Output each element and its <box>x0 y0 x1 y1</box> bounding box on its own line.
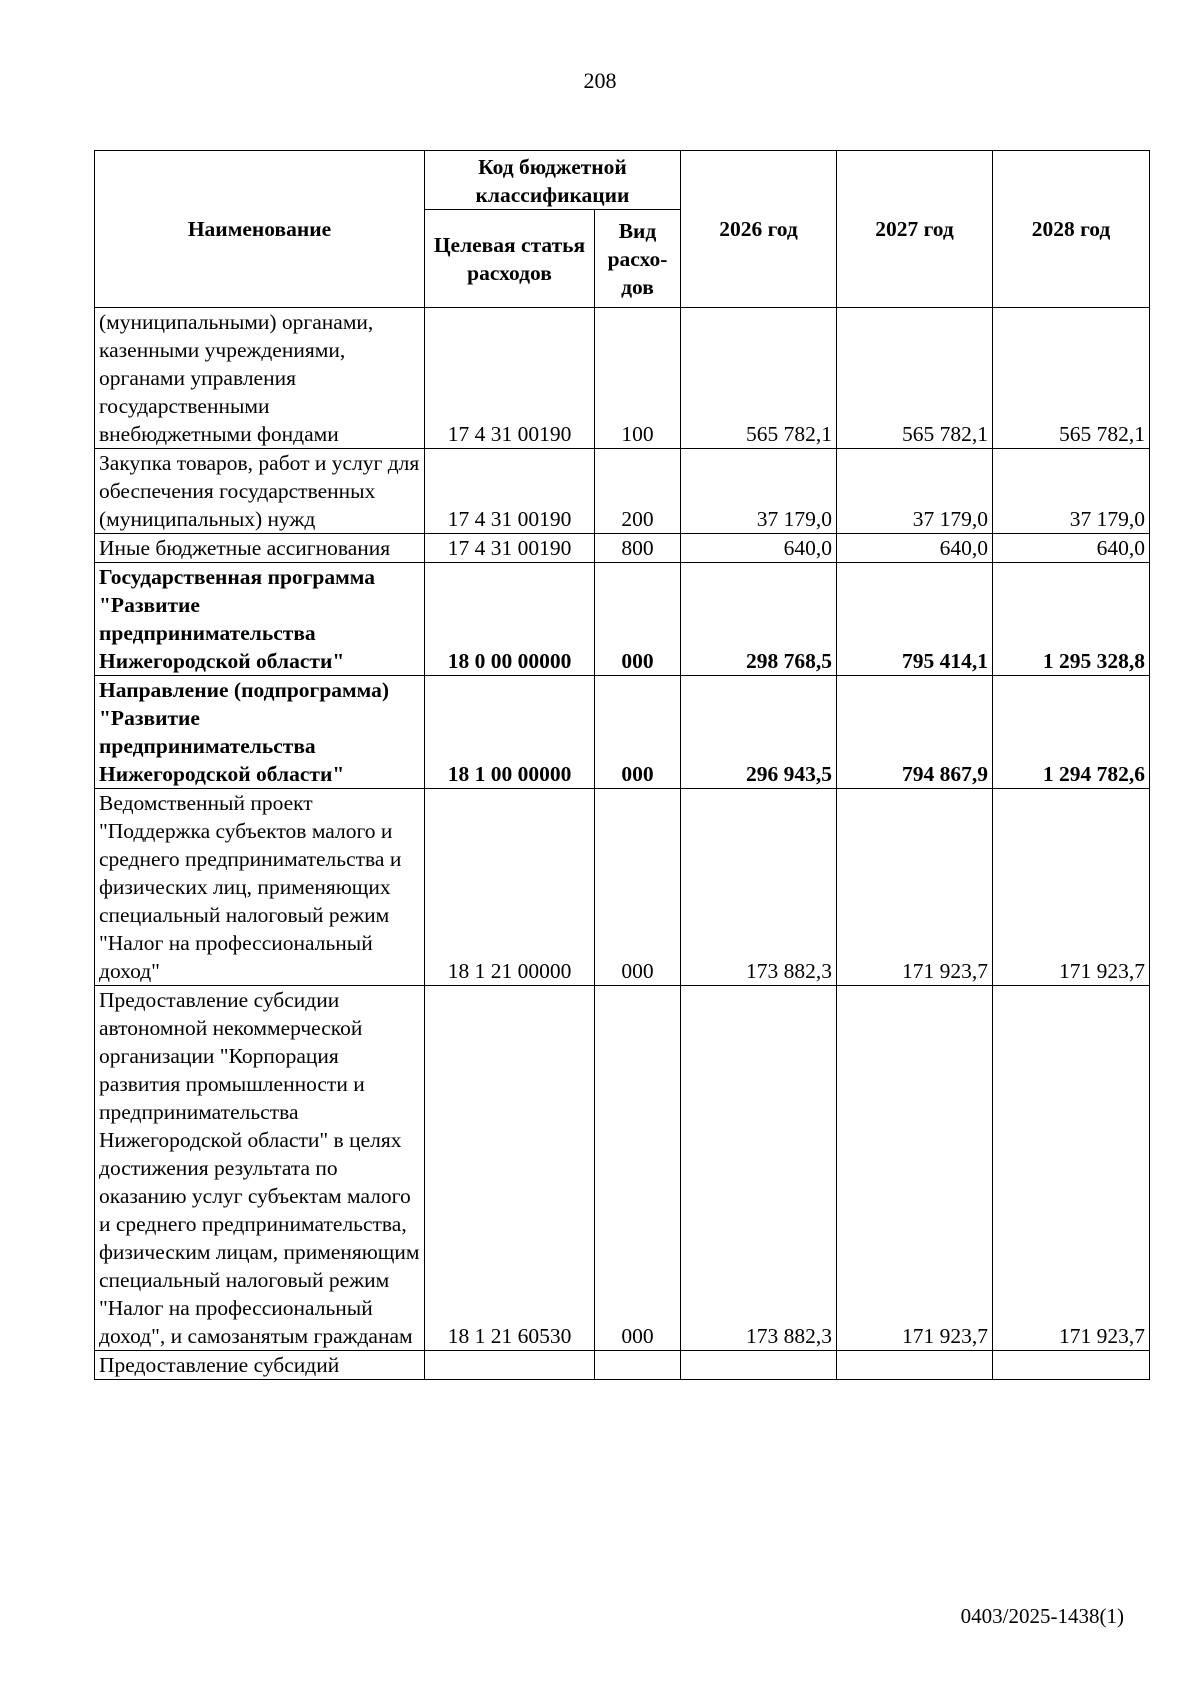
row-name-cell: Направление (подпрограмма) "Развитие предпринимательства Нижегородской области" <box>95 676 425 789</box>
row-2028-cell: 171 923,7 <box>993 789 1150 986</box>
table-row <box>95 986 1150 1351</box>
row-2027-cell: 640,0 <box>837 534 993 563</box>
table-row <box>95 449 1150 534</box>
page-number: 208 <box>583 68 617 93</box>
row-2028-cell: 565 782,1 <box>993 308 1150 449</box>
row-2026-cell <box>681 1351 837 1380</box>
row-2027-cell: 565 782,1 <box>837 308 993 449</box>
row-2027-cell: 37 179,0 <box>837 449 993 534</box>
row-code-cell: 18 1 21 00000 <box>425 789 595 986</box>
row-2026-cell: 173 882,3 <box>681 789 837 986</box>
table-row <box>95 308 1150 449</box>
row-2026-cell: 565 782,1 <box>681 308 837 449</box>
table-row <box>95 676 1150 789</box>
row-code-cell: 18 1 00 00000 <box>425 676 595 789</box>
row-2028-cell: 1 294 782,6 <box>993 676 1150 789</box>
budget-table <box>94 150 1150 1380</box>
row-2028-cell: 640,0 <box>993 534 1150 563</box>
table-header <box>95 151 1150 308</box>
row-kind-cell <box>595 1351 681 1380</box>
row-2028-cell: 171 923,7 <box>993 986 1150 1351</box>
row-name-cell: Иные бюджетные ассигнования <box>95 534 425 563</box>
row-kind-cell: 100 <box>595 308 681 449</box>
header-target-item: Целевая статья расходов <box>425 210 595 308</box>
row-2026-cell: 37 179,0 <box>681 449 837 534</box>
row-kind-cell: 800 <box>595 534 681 563</box>
row-kind-cell: 000 <box>595 789 681 986</box>
document-id: 0403/2025-1438(1) <box>960 1604 1124 1628</box>
header-name: Наименование <box>95 151 425 308</box>
row-name-cell: Предоставление субсидии автономной некоммерческой организации "Корпорация развития промышленности и предпринимательства Нижегородской области" в целях достижения результата по оказанию услуг субъектам малого и среднего предпринимательства, физическим лицам, применяющим специальный налоговый режим "Налог на профессиональный доход", и самозанятым гражданам <box>95 986 425 1351</box>
row-kind-cell: 200 <box>595 449 681 534</box>
row-2026-cell: 298 768,5 <box>681 563 837 676</box>
row-name-cell: Ведомственный проект "Поддержка субъектов малого и среднего предпринимательства и физических лиц, применяющих специальный налоговый режим "Налог на профессиональный доход" <box>95 789 425 986</box>
header-expense-type: Вид расхо-дов <box>595 210 681 308</box>
table-row <box>95 789 1150 986</box>
header-code-group: Код бюджетной классификации <box>425 151 681 210</box>
header-year-2027: 2027 год <box>837 151 993 308</box>
header-year-2028: 2028 год <box>993 151 1150 308</box>
row-2028-cell: 1 295 328,8 <box>993 563 1150 676</box>
row-2027-cell <box>837 1351 993 1380</box>
row-2027-cell: 794 867,9 <box>837 676 993 789</box>
row-2028-cell: 37 179,0 <box>993 449 1150 534</box>
row-code-cell: 17 4 31 00190 <box>425 449 595 534</box>
row-2027-cell: 171 923,7 <box>837 986 993 1351</box>
table-row <box>95 534 1150 563</box>
row-kind-cell: 000 <box>595 986 681 1351</box>
row-2026-cell: 296 943,5 <box>681 676 837 789</box>
row-name-cell: Предоставление субсидий <box>95 1351 425 1380</box>
row-name-cell: Закупка товаров, работ и услуг для обеспечения государственных (муниципальных) нужд <box>95 449 425 534</box>
row-code-cell <box>425 1351 595 1380</box>
row-code-cell: 17 4 31 00190 <box>425 308 595 449</box>
table-row <box>95 1351 1150 1380</box>
row-kind-cell: 000 <box>595 563 681 676</box>
row-code-cell: 18 1 21 60530 <box>425 986 595 1351</box>
table-row <box>95 563 1150 676</box>
row-name-cell: (муниципальными) органами, казенными учреждениями, органами управления государственными внебюджетными фондами <box>95 308 425 449</box>
row-kind-cell: 000 <box>595 676 681 789</box>
row-code-cell: 17 4 31 00190 <box>425 534 595 563</box>
row-2028-cell <box>993 1351 1150 1380</box>
row-2027-cell: 171 923,7 <box>837 789 993 986</box>
row-name-cell: Государственная программа "Развитие предпринимательства Нижегородской области" <box>95 563 425 676</box>
row-2026-cell: 640,0 <box>681 534 837 563</box>
row-2026-cell: 173 882,3 <box>681 986 837 1351</box>
header-year-2026: 2026 год <box>681 151 837 308</box>
row-code-cell: 18 0 00 00000 <box>425 563 595 676</box>
table-body <box>95 308 1150 1380</box>
row-2027-cell: 795 414,1 <box>837 563 993 676</box>
